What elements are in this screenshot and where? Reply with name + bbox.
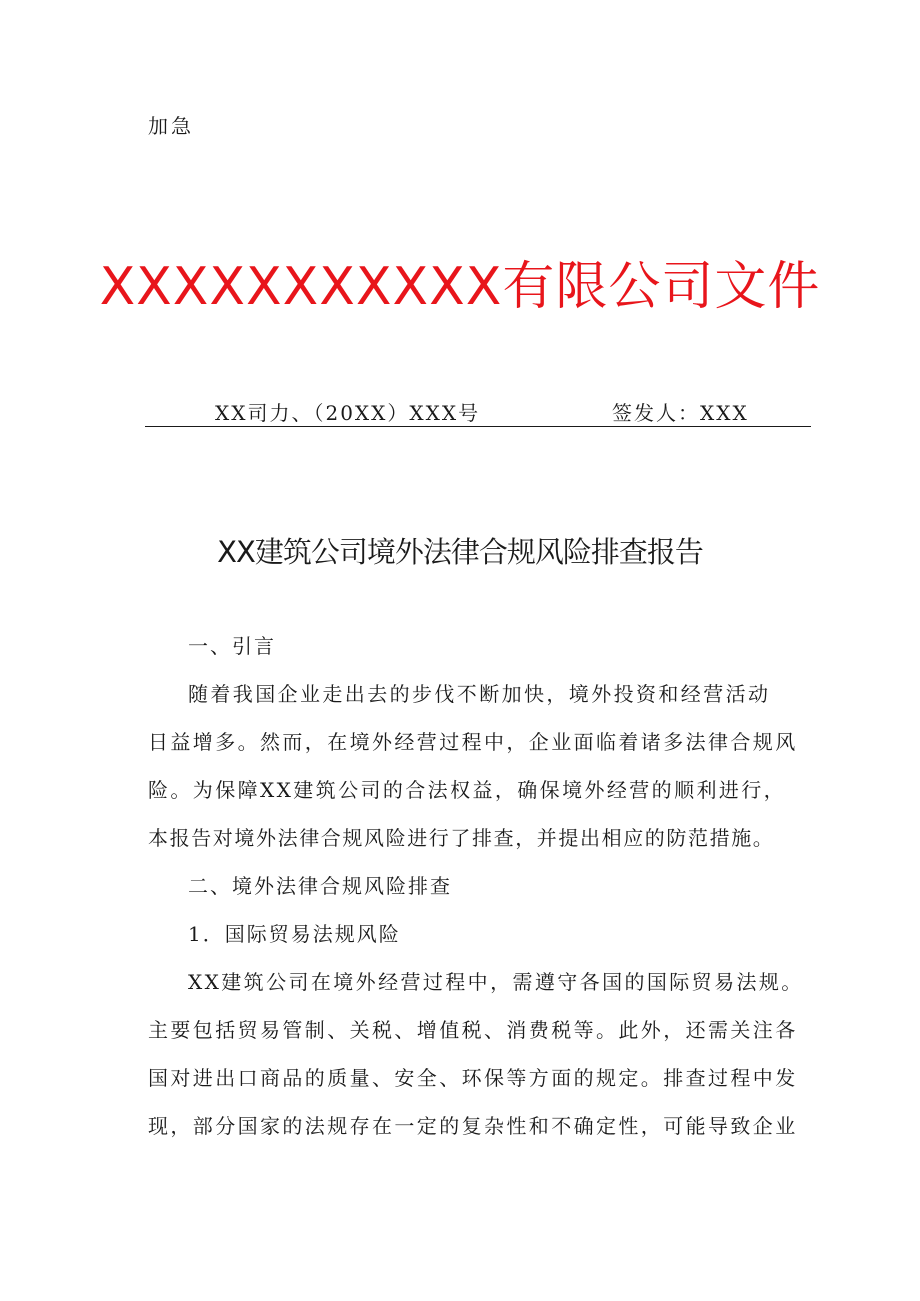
company-document-header: XXXXXXXXXXX有限公司文件 bbox=[99, 257, 821, 317]
section-heading-intro: 一、引言 bbox=[188, 634, 276, 658]
urgency-label: 加急 bbox=[148, 114, 194, 138]
issuer-signature: 签发人：XXX bbox=[612, 401, 749, 425]
sub-heading-trade-risk: 1．国际贸易法规风险 bbox=[188, 922, 401, 946]
report-title: XX建筑公司境外法律合规风险排查报告 bbox=[217, 535, 703, 569]
intro-line: 日益增多。然而，在境外经营过程中，企业面临着诸多法律合规风 bbox=[148, 730, 798, 754]
trade-line: XX建筑公司在境外经营过程中，需遵守各国的国际贸易法规。 bbox=[188, 970, 804, 994]
intro-line: 险。为保障XX建筑公司的合法权益，确保境外经营的顺利进行， bbox=[148, 778, 787, 802]
trade-line: 国对进出口商品的质量、安全、环保等方面的规定。排查过程中发 bbox=[148, 1066, 798, 1090]
document-body bbox=[148, 622, 824, 1150]
document-number: XX司力、（20XX）XXX号 bbox=[215, 401, 481, 425]
intro-line: 随着我国企业走出去的步伐不断加快，境外投资和经营活动 bbox=[188, 682, 771, 706]
header-divider bbox=[145, 426, 811, 427]
intro-line: 本报告对境外法律合规风险进行了排查，并提出相应的防范措施。 bbox=[148, 826, 775, 850]
section-heading-risk-check: 二、境外法律合规风险排查 bbox=[188, 874, 452, 898]
trade-line: 现，部分国家的法规存在一定的复杂性和不确定性，可能导致企业 bbox=[148, 1114, 798, 1138]
trade-line: 主要包括贸易管制、关税、增值税、消费税等。此外，还需关注各 bbox=[148, 1018, 798, 1042]
